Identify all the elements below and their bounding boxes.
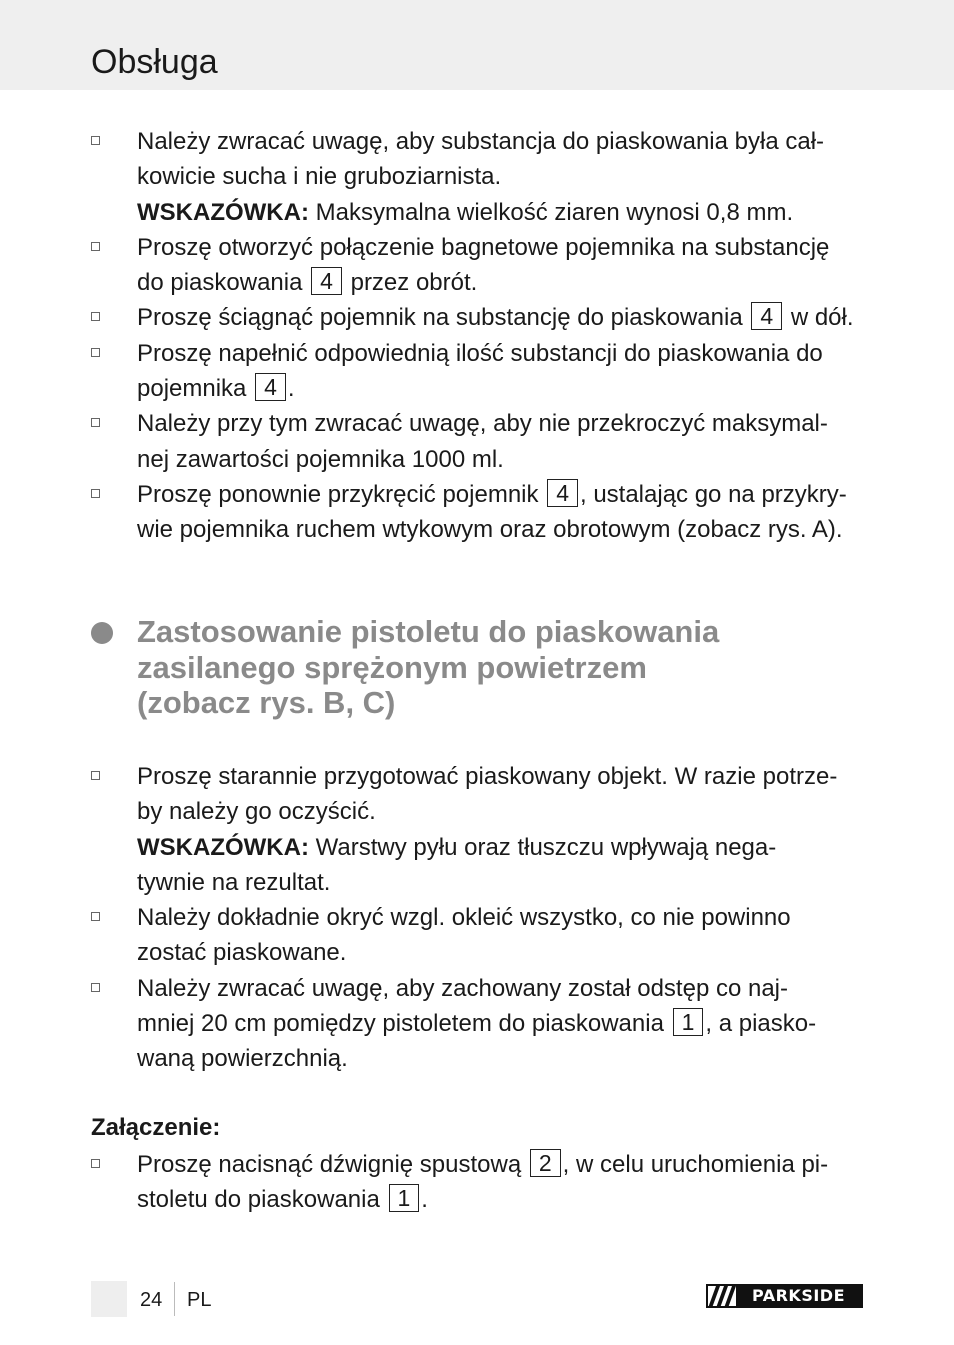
page-number: 24 <box>140 1289 163 1311</box>
list-item-line <box>137 477 867 512</box>
note-text: tywnie na rezultat. <box>137 868 331 896</box>
checkbox-bullet-icon <box>91 418 100 427</box>
checkbox-bullet-icon <box>91 312 100 321</box>
list-item <box>0 336 867 407</box>
section-bullet-dot <box>91 622 113 644</box>
text-segment: waną powierzchnią. <box>137 1045 348 1073</box>
list-item <box>0 230 867 301</box>
checkbox-bullet-icon <box>91 912 100 921</box>
language-code: PL <box>187 1289 212 1311</box>
checkbox-bullet-icon <box>91 136 100 145</box>
text-segment: do piaskowania <box>137 269 310 297</box>
text-segment: Należy zwracać uwagę, aby zachowany został odstęp co naj- <box>137 974 788 1002</box>
checkbox-bullet-icon <box>91 242 100 251</box>
list-item-line <box>137 971 867 1006</box>
list-item <box>0 900 867 971</box>
list-item-line <box>137 1147 867 1182</box>
subheading-switch-on: Załączenie: <box>91 1114 221 1141</box>
logo-stripes-icon <box>708 1286 736 1306</box>
list-item <box>0 1147 867 1218</box>
checkbox-bullet-icon <box>91 489 100 498</box>
brand-name: PARKSIDE <box>736 1286 861 1306</box>
section-heading-line: (zobacz rys. B, C) <box>137 685 396 720</box>
list-item <box>0 300 867 335</box>
parkside-logo <box>706 1284 863 1308</box>
list-item-line <box>137 1041 867 1076</box>
note-text: Maksymalna wielkość ziaren wynosi 0,8 mm. <box>308 198 794 226</box>
text-segment: , a piasko- <box>705 1010 817 1038</box>
text-segment: stoletu do piaskowania <box>137 1186 387 1214</box>
text-segment: nej zawartości pojemnika 1000 ml. <box>137 445 504 473</box>
list-item-line <box>137 300 867 335</box>
list-item <box>0 406 867 477</box>
list-item-line <box>137 371 867 406</box>
text-segment: Proszę nacisnąć dźwignię spustową <box>137 1151 528 1178</box>
note-label: WSKAZÓWKA: <box>137 833 309 861</box>
part-reference-number: 4 <box>311 267 342 295</box>
note-line <box>137 195 867 230</box>
note-line <box>137 830 867 865</box>
text-segment: Proszę napełnić odpowiednią ilość substancji do piaskowania do <box>137 339 823 367</box>
list-item-line <box>137 759 867 794</box>
page-title: Obsługa <box>91 43 218 81</box>
list-item <box>0 971 867 1077</box>
note-text: Warstwy pyłu oraz tłuszczu wpływają nega- <box>308 833 777 861</box>
list-item-line <box>137 1182 867 1217</box>
section-heading-line: Zastosowanie pistoletu do piaskowania <box>137 614 720 649</box>
list-item <box>0 477 867 548</box>
part-reference-number: 1 <box>389 1184 420 1212</box>
list-item-line <box>137 406 867 441</box>
text-segment: . <box>421 1186 428 1214</box>
list-item-line <box>137 230 867 265</box>
list-item-line <box>137 336 867 371</box>
text-segment: , w celu uruchomienia pi- <box>562 1151 829 1178</box>
text-segment: Proszę ponownie przykręcić pojemnik <box>137 480 546 508</box>
section-heading <box>137 614 897 721</box>
list-item-line <box>137 265 867 300</box>
text-segment: zostać piaskowane. <box>137 939 347 967</box>
text-segment: Proszę starannie przygotować piaskowany objekt. W razie potrze- <box>137 763 838 790</box>
instruction-list-usage <box>0 759 954 1077</box>
checkbox-bullet-icon <box>91 348 100 357</box>
list-item-line <box>137 512 867 547</box>
checkbox-bullet-icon <box>91 771 100 780</box>
text-segment: by należy go oczyścić. <box>137 798 376 826</box>
text-segment: pojemnika <box>137 375 254 403</box>
text-segment: mniej 20 cm pomiędzy pistoletem do piaskowania <box>137 1010 671 1038</box>
section-heading-line: zasilanego sprężonym powietrzem <box>137 649 647 685</box>
text-segment: . <box>287 375 295 403</box>
list-item-line <box>137 159 867 194</box>
part-reference-number: 4 <box>751 302 782 330</box>
footer-page-box <box>91 1281 127 1317</box>
part-reference-number: 4 <box>255 373 286 401</box>
instruction-list-preparation <box>0 124 954 548</box>
checkbox-bullet-icon <box>91 1159 100 1168</box>
list-item <box>0 759 867 900</box>
checkbox-bullet-icon <box>91 983 100 992</box>
list-item-line <box>137 442 867 477</box>
part-reference-number: 4 <box>547 479 578 507</box>
part-reference-number: 1 <box>673 1008 704 1036</box>
list-item-line <box>137 124 867 159</box>
note-label: WSKAZÓWKA: <box>137 198 309 226</box>
text-segment: Należy przy tym zwracać uwagę, aby nie przekroczyć maksymal- <box>137 410 828 438</box>
text-segment: Należy dokładnie okryć wzgl. okleić wszystko, co nie powinno <box>137 904 791 932</box>
text-segment: , ustalając go na przykry- <box>579 480 847 508</box>
list-item-line <box>137 794 867 829</box>
text-segment: w dół. <box>784 304 854 332</box>
instruction-list-switch-on <box>0 1147 954 1218</box>
list-item-line <box>137 935 867 970</box>
part-reference-number: 2 <box>530 1149 561 1177</box>
text-segment: Należy zwracać uwagę, aby substancja do piaskowania była cał- <box>137 128 825 155</box>
list-item <box>0 124 867 230</box>
list-item-line <box>137 1006 867 1041</box>
text-segment: kowicie sucha i nie gruboziarnista. <box>137 163 502 191</box>
list-item-line <box>137 900 867 935</box>
text-segment: przez obrót. <box>343 269 478 297</box>
footer-divider <box>174 1282 175 1316</box>
text-segment: wie pojemnika ruchem wtykowym oraz obrotowym (zobacz rys. A). <box>137 516 843 544</box>
text-segment: Proszę ściągnąć pojemnik na substancję do piaskowania <box>137 304 750 332</box>
text-segment: Proszę otworzyć połączenie bagnetowe pojemnika na substancję <box>137 233 830 261</box>
